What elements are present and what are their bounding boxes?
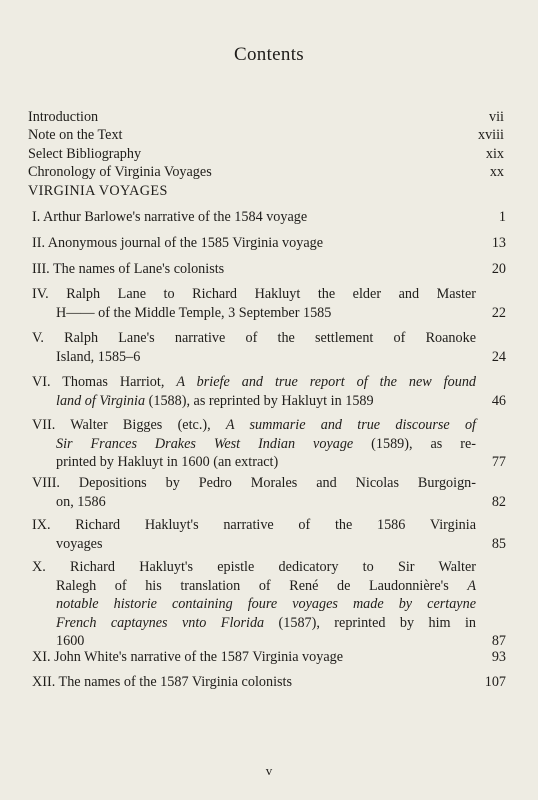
entry-page: 82 (491, 493, 506, 510)
entry-page: 22 (491, 304, 506, 321)
entry-work-title: A briefe and true report of the new found (176, 374, 477, 390)
front-item (28, 126, 504, 144)
entry-page: 107 (484, 674, 506, 690)
entry-work-title: A summarie and true discourse of (225, 417, 477, 433)
entry-note: (1589), as re- (353, 435, 476, 452)
entry-work-title: French captaynes vnto Florida (56, 614, 265, 631)
entry-title: VIII. Depositions by Pedro Morales and Nicolas Burgoign- (32, 475, 476, 491)
toc-entry (32, 558, 506, 651)
page-title: Contents (234, 44, 304, 65)
front-item-page: xix (485, 145, 504, 162)
front-item (28, 163, 504, 181)
entry-title: XII. The names of the 1587 Virginia colonists (32, 674, 293, 690)
entry-page: 77 (491, 454, 506, 471)
entry-page: 13 (491, 235, 506, 251)
toc-entry (32, 260, 506, 279)
entry-title-cont: H—— of the Middle Temple, 3 September 1585 (56, 304, 332, 321)
toc-entry (32, 673, 506, 692)
entry-title-cont (32, 577, 476, 596)
front-item-label: Note on the Text (28, 127, 123, 144)
entry-title: XI. John White's narrative of the 1587 Virginia voyage (32, 649, 344, 665)
toc-entry (32, 373, 506, 410)
entry-page: 93 (491, 649, 506, 665)
entry-page: 87 (491, 633, 506, 650)
toc-entry (32, 416, 506, 472)
entry-title-cont (32, 614, 476, 633)
entry-title-cont: 1600 (56, 633, 85, 650)
entry-author: VI. Thomas Harriot, (32, 374, 177, 390)
toc-entry (32, 208, 506, 227)
entry-title-cont (32, 435, 476, 454)
front-item-page: xx (489, 164, 504, 181)
entry-title (32, 416, 476, 435)
toc-entry (32, 234, 506, 253)
entry-title-cont: on, 1586 (56, 493, 106, 510)
entry-title: II. Anonymous journal of the 1585 Virginia voyage (32, 235, 324, 251)
entry-title: X. Richard Hakluyt's epistle dedicatory to Sir Walter (32, 559, 476, 575)
toc-entry (32, 329, 506, 366)
front-item-label: Select Bibliography (28, 145, 142, 162)
toc-entry (32, 648, 506, 667)
front-item-label: Chronology of Virginia Voyages (28, 164, 212, 181)
entry-note: (1588), as reprinted by Hakluyt in 1589 (145, 392, 374, 409)
entry-title: I. Arthur Barlowe's narrative of the 1584 voyage (32, 209, 308, 225)
entry-title-cont: voyages (56, 535, 103, 552)
toc-entry (32, 516, 506, 553)
entry-title: IX. Richard Hakluyt's narrative of the 1586 Virginia (32, 517, 476, 533)
entry-title: V. Ralph Lane's narrative of the settlement of Roanoke (32, 330, 476, 346)
front-item-page: vii (489, 109, 504, 125)
entry-page: 24 (491, 348, 506, 365)
toc-entry (32, 285, 506, 322)
front-item (28, 108, 504, 126)
front-matter-list (28, 108, 504, 200)
entry-page: 85 (491, 535, 506, 552)
entry-work-title: Sir Frances Drakes West Indian voyage (56, 435, 354, 452)
front-item-page: xviii (477, 127, 504, 144)
entry-title-cont: Island, 1585–6 (56, 348, 141, 365)
entry-page: 20 (491, 261, 506, 277)
entry-note: (1587), reprinted by him in (264, 614, 476, 631)
entry-title (32, 373, 476, 392)
entry-work-title: A (467, 577, 476, 594)
entry-title: IV. Ralph Lane to Richard Hakluyt the elder and Master (32, 286, 476, 302)
section-heading: VIRGINIA VOYAGES (28, 182, 168, 199)
entry-title-cont (32, 392, 476, 411)
entry-title: III. The names of Lane's colonists (32, 261, 225, 277)
entry-work-title: land of Virginia (56, 392, 146, 409)
entry-page: 1 (498, 209, 506, 225)
entry-title-cont: printed by Hakluyt in 1600 (an extract) (56, 454, 279, 471)
entry-page: 46 (491, 392, 506, 409)
front-item-label: Introduction (28, 109, 99, 125)
page-number: v (265, 763, 273, 778)
entry-note: Ralegh of his translation of René de Laudonnière's (56, 577, 468, 594)
entry-work-title: notable historie containing foure voyages made by certayne (56, 596, 476, 613)
entry-author: VII. Walter Bigges (etc.), (32, 417, 226, 433)
front-item (28, 145, 504, 163)
toc-entry (32, 474, 506, 511)
